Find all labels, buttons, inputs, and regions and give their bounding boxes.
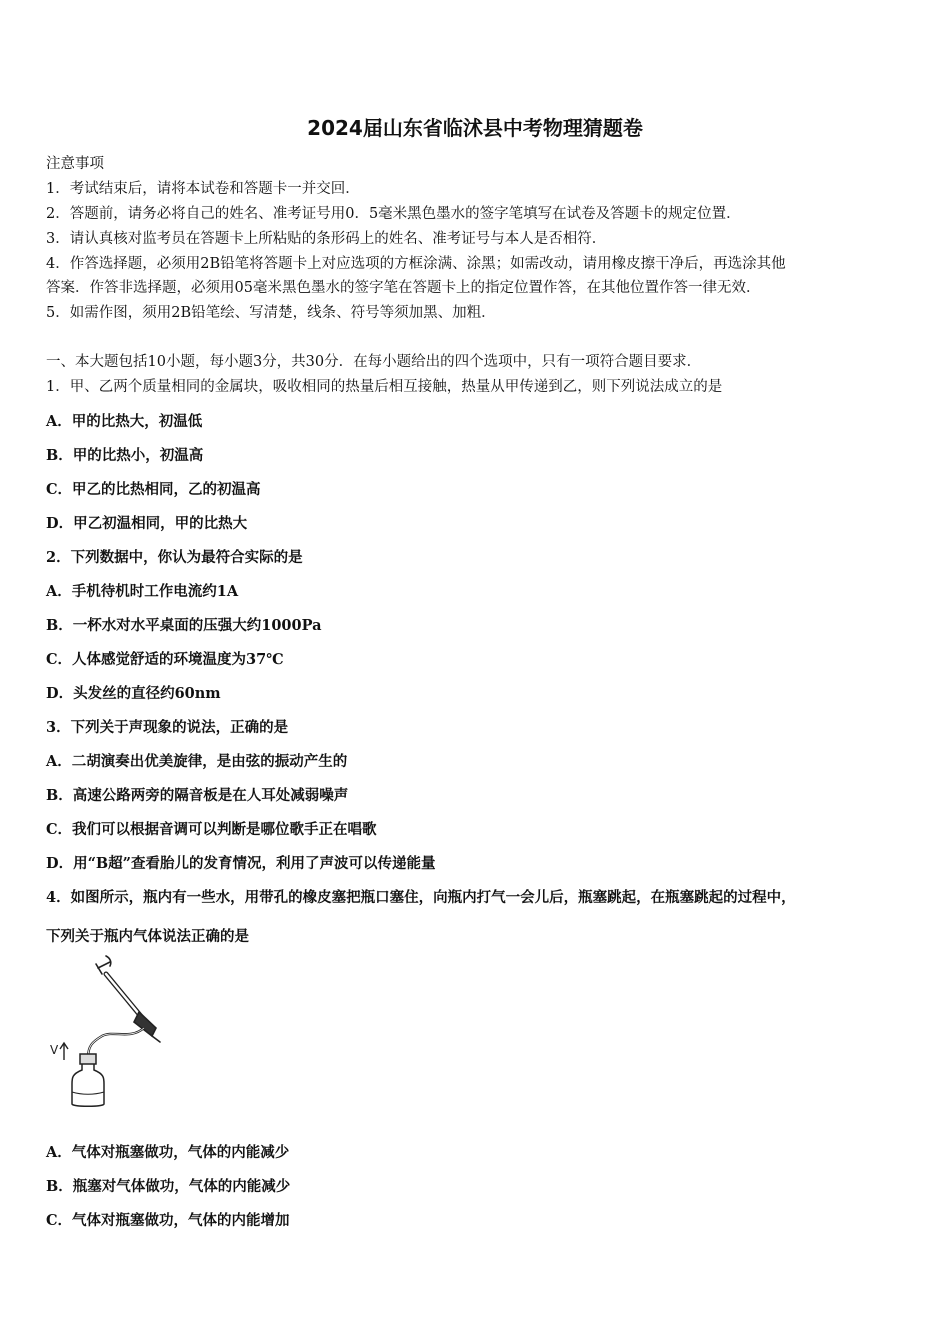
question-4-option-b: B．瓶塞对气体做功，气体的内能减少 bbox=[46, 1178, 291, 1195]
question-4-option-a: A．气体对瓶塞做功，气体的内能减少 bbox=[46, 1144, 290, 1161]
notice-item: 4．作答选择题，必须用2B铅笔将答题卡上对应选项的方框涂满、涂黑；如需改动，请用橡皮擦干净后，再选涂其他 bbox=[46, 256, 786, 272]
question-4-stem-continued: 下列关于瓶内气体说法正确的是 bbox=[46, 928, 249, 945]
question-4-option-c: C．气体对瓶塞做功，气体的内能增加 bbox=[46, 1212, 290, 1229]
pump-icon bbox=[96, 956, 160, 1042]
notice-item: 3．请认真核对监考员在答题卡上所粘贴的条形码上的姓名、准考证号与本人是否相符． bbox=[46, 231, 607, 247]
question-1-option-a: A．甲的比热大，初温低 bbox=[46, 413, 203, 430]
question-2-option-a: A．手机待机时工作电流约1A bbox=[46, 583, 239, 600]
notice-item: 1．考试结束后，请将本试卷和答题卡一并交回． bbox=[46, 181, 360, 197]
question-2-stem: 2．下列数据中，你认为最符合实际的是 bbox=[46, 549, 303, 566]
notice-item: 答案．作答非选择题，必须用05毫米黑色墨水的签字笔在答题卡上的指定位置作答，在其他位置作答一律无效． bbox=[46, 280, 761, 296]
question-3-option-b: B．高速公路两旁的隔音板是在人耳处减弱噪声 bbox=[46, 787, 349, 804]
up-arrow-icon bbox=[60, 1043, 68, 1060]
question-3-option-a: A．二胡演奏出优美旋律，是由弦的振动产生的 bbox=[46, 753, 348, 770]
question-2-option-b: B．一杯水对水平桌面的压强大约1000Pa bbox=[46, 617, 322, 634]
notice-item: 2．答题前，请务必将自己的姓名、准考证号用0．5毫米黑色墨水的签字笔填写在试卷及答题卡的规定位置． bbox=[46, 206, 741, 222]
bottle-pump-figure bbox=[44, 950, 174, 1110]
question-1-option-c: C．甲乙的比热相同，乙的初温高 bbox=[46, 481, 261, 498]
question-1-option-d: D．甲乙初温相同，甲的比热大 bbox=[46, 515, 248, 532]
question-2-option-d: D．头发丝的直径约60nm bbox=[46, 685, 221, 702]
page-title: 2024届山东省临沭县中考物理猜题卷 bbox=[307, 116, 643, 140]
question-3-stem: 3．下列关于声现象的说法，正确的是 bbox=[46, 719, 289, 736]
section-header: 一、本大题包括10小题，每小题3分，共30分．在每小题给出的四个选项中，只有一项符合题目要求． bbox=[46, 354, 702, 370]
question-3-option-c: C．我们可以根据音调可以判断是哪位歌手正在唱歌 bbox=[46, 821, 377, 838]
velocity-label: V bbox=[50, 1043, 59, 1057]
notice-header: 注意事项 bbox=[46, 156, 104, 172]
bottle-icon bbox=[72, 1054, 104, 1106]
question-3-option-d: D．用“B超”查看胎儿的发育情况，利用了声波可以传递能量 bbox=[46, 855, 436, 872]
question-4-stem: 4．如图所示，瓶内有一些水，用带孔的橡皮塞把瓶口塞住，向瓶内打气一会儿后，瓶塞跳起，在瓶塞跳起的过程中， bbox=[46, 889, 796, 906]
question-1-stem: 1．甲、乙两个质量相同的金属块，吸收相同的热量后相互接触，热量从甲传递到乙，则下列说法成立的是 bbox=[46, 379, 723, 395]
question-1-option-b: B．甲的比热小，初温高 bbox=[46, 447, 204, 464]
notice-item: 5．如需作图，须用2B铅笔绘、写清楚，线条、符号等须加黑、加粗． bbox=[46, 305, 496, 321]
question-2-option-c: C．人体感觉舒适的环境温度为37℃ bbox=[46, 651, 284, 668]
